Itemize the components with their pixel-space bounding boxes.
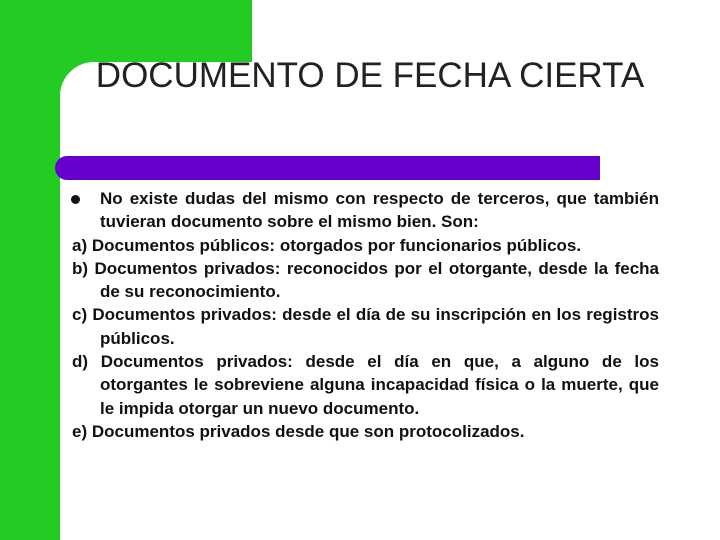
list-marker: d) (72, 352, 89, 372)
list-marker: b) (72, 258, 89, 278)
bullet-paragraph (72, 187, 659, 234)
list-item-a (72, 234, 659, 257)
list-item-text: Documentos privados: desde el día en que, a alguno de los otorgantes le sobreviene alguna incapacidad física o la muerte, que le impida otorgar un nuevo documento. (100, 352, 659, 418)
title-underline-bar (55, 156, 600, 180)
list-marker: a) (72, 235, 88, 255)
list-item-d (72, 350, 659, 420)
list-item-text: Documentos privados desde que son protocolizados. (91, 421, 525, 441)
list-item-e (72, 420, 659, 443)
list-item-text: Documentos públicos: otorgados por funcionarios públicos. (91, 235, 582, 255)
slide-title: DOCUMENTO DE FECHA CIERTA (95, 56, 645, 95)
list-marker: e) (72, 421, 88, 441)
list-item-b (72, 257, 659, 304)
list-item-text: Documentos privados: desde el día de su inscripción en los registros públicos. (92, 305, 659, 348)
list-marker: c) (72, 305, 88, 325)
list-item-c (72, 303, 659, 350)
list-item-text: Documentos privados: reconocidos por el otorgante, desde la fecha de su reconocimiento. (94, 258, 659, 302)
bullet-text: No existe dudas del mismo con respecto de terceros, que también tuvieran documento sobre el mismo bien. Son: (100, 189, 659, 232)
slide-body (72, 187, 659, 443)
bullet-dot-icon (71, 195, 80, 204)
